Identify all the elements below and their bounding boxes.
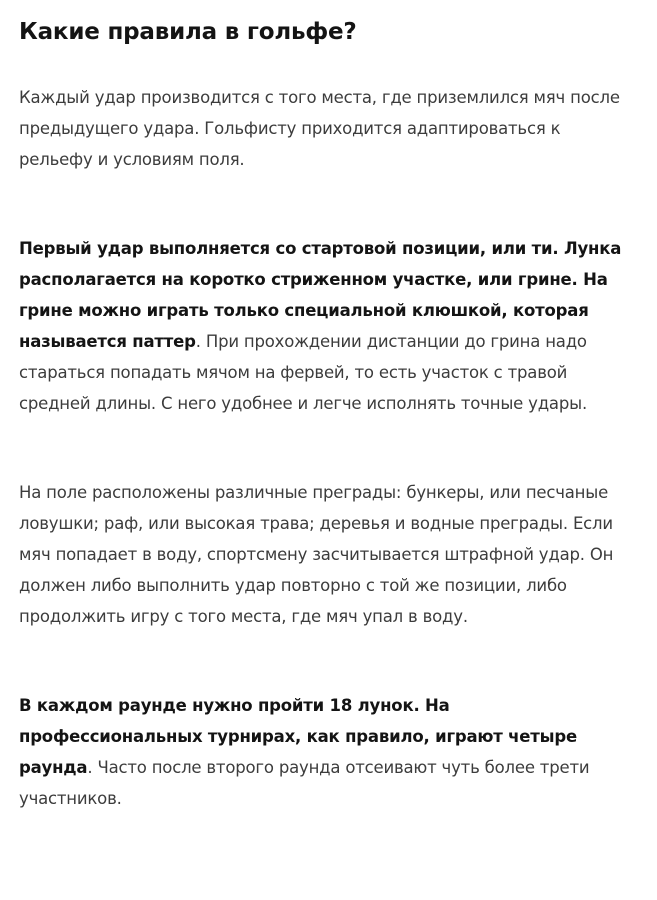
paragraph-2-text: . При прохождении дистанции до грина надо стараться попадать мячом на фервей, то есть участок с травой средней длины. С него удобнее и легче исполнять точные удары. [19, 332, 587, 413]
paragraph-2 [19, 233, 635, 419]
paragraph-3-text: На поле расположены различные преграды: бункеры, или песчаные ловушки; раф, или высокая трава; деревья и водные преграды. Если мяч попадает в воду, спортсмену засчитывается штрафной удар. Он должен либо выполнить удар повторно с той же позиции, либо продолжить игру с того места, где мяч упал в воду. [19, 483, 614, 626]
paragraph-3 [19, 477, 635, 632]
paragraph-4-text: . Часто после второго раунда отсеивают чуть более трети участников. [19, 758, 590, 808]
paragraph-1 [19, 82, 635, 175]
paragraph-1-text: Каждый удар производится с того места, где приземлился мяч после предыдущего удара. Гольфисту приходится адаптироваться к рельефу и условиям поля. [19, 88, 620, 169]
article-title: Какие правила в гольфе? [19, 19, 357, 45]
paragraph-2-bold: Первый удар выполняется со стартовой позиции, или ти. Лунка располагается на коротко стриженном участке, или грине. На грине можно играть только специальной клюшкой, которая называется паттер [19, 239, 622, 351]
paragraph-4-bold: В каждом раунде нужно пройти 18 лунок. На профессиональных турнирах, как правило, играют четыре раунда [19, 696, 577, 777]
paragraph-4 [19, 690, 635, 814]
